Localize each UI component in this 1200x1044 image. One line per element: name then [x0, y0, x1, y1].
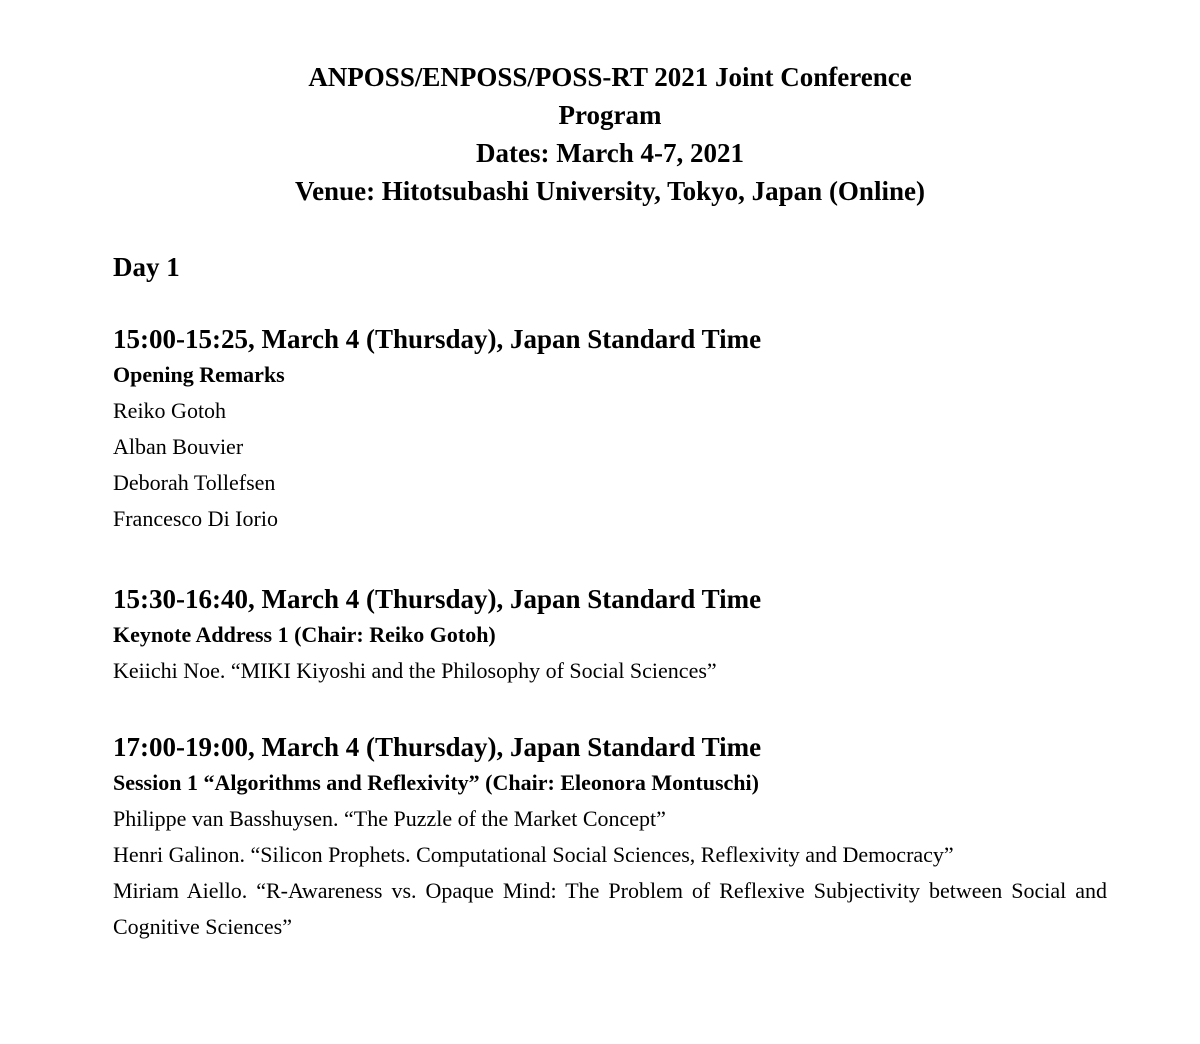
session-keynote-1 [113, 580, 1107, 689]
conference-dates: Dates: March 4-7, 2021 [476, 138, 744, 168]
document-header [0, 58, 1200, 210]
session-title: Session 1 “Algorithms and Reflexivity” (Chair: Eleonora Montuschi) [113, 770, 759, 795]
talk-entry: Keiichi Noe. “MIKI Kiyoshi and the Philosophy of Social Sciences” [113, 658, 717, 683]
talk-entry: Miriam Aiello. “R-Awareness vs. Opaque Mind: The Problem of Reflexive Subjectivity between Social and Cognitive Sciences” [113, 878, 1107, 939]
conference-venue: Venue: Hitotsubashi University, Tokyo, Japan (Online) [295, 176, 925, 206]
program-heading: Program [558, 100, 662, 130]
speaker-name: Alban Bouvier [113, 434, 244, 459]
session-time: 15:30-16:40, March 4 (Thursday), Japan Standard Time [113, 584, 762, 614]
session-time: 15:00-15:25, March 4 (Thursday), Japan Standard Time [113, 324, 762, 354]
session-1 [113, 728, 1107, 945]
session-opening-remarks [113, 320, 1107, 537]
speaker-name: Deborah Tollefsen [113, 470, 276, 495]
session-title: Opening Remarks [113, 362, 285, 387]
talk-entry: Philippe van Basshuysen. “The Puzzle of the Market Concept” [113, 806, 666, 831]
day-heading: Day 1 [113, 252, 180, 282]
speaker-name: Francesco Di Iorio [113, 506, 278, 531]
conference-title: ANPOSS/ENPOSS/POSS-RT 2021 Joint Conference [308, 62, 912, 92]
speaker-name: Reiko Gotoh [113, 398, 227, 423]
session-time: 17:00-19:00, March 4 (Thursday), Japan Standard Time [113, 732, 762, 762]
session-title: Keynote Address 1 (Chair: Reiko Gotoh) [113, 622, 496, 647]
talk-entry: Henri Galinon. “Silicon Prophets. Computational Social Sciences, Reflexivity and Democracy” [113, 842, 954, 867]
